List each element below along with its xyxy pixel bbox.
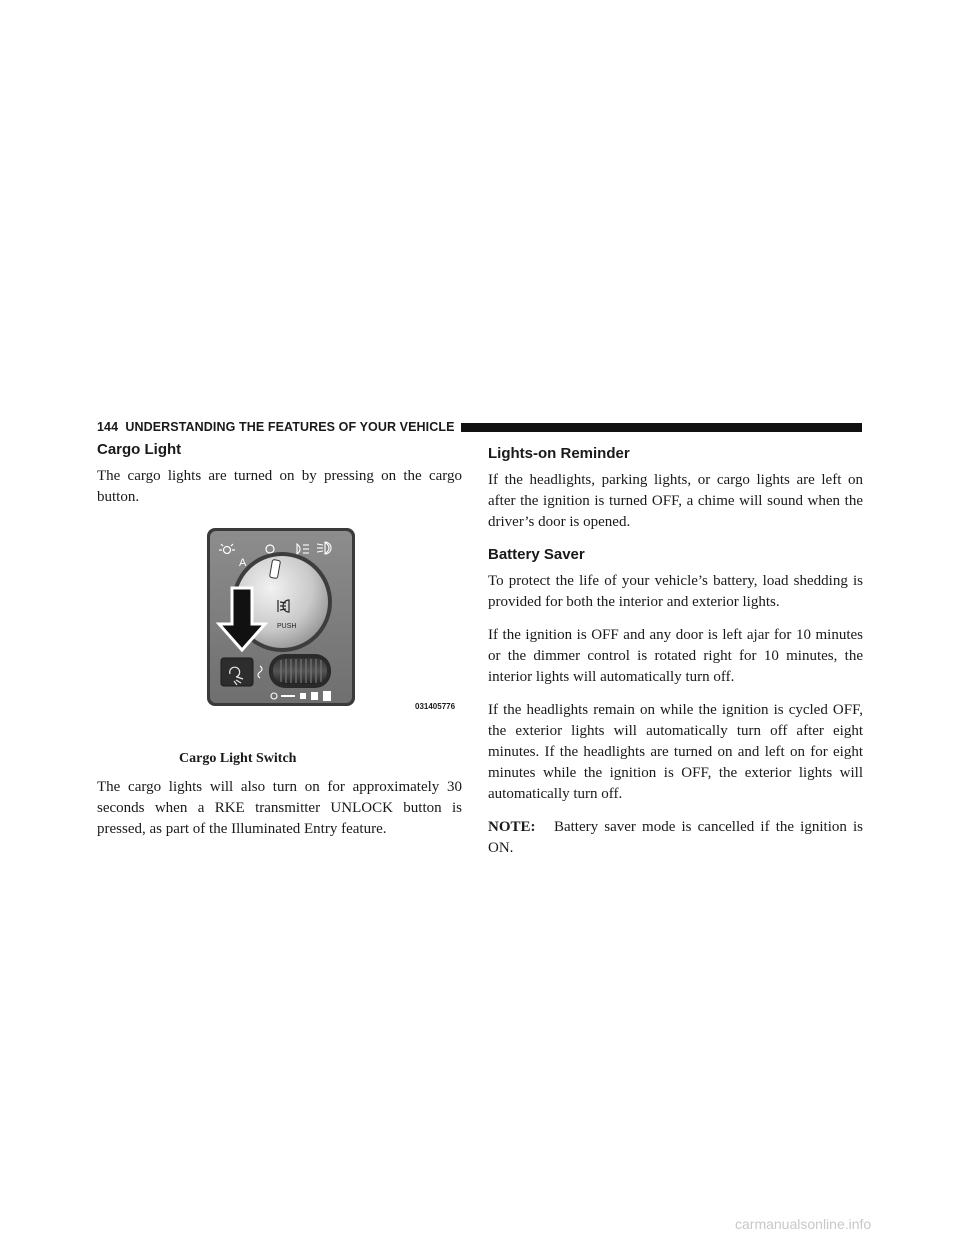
cargo-light-paragraph-2: The cargo lights will also turn on for approximately 30 seconds when a RKE transmitter UNLOCK button is pressed, as part of the Illuminated Entry feature. [97, 779, 462, 837]
push-label: PUSH [277, 623, 297, 630]
right-column [488, 440, 863, 871]
note-text: Battery saver mode is cancelled if the ignition is ON. [488, 819, 864, 856]
switch-illustration [97, 524, 462, 742]
note-paragraph [488, 817, 863, 859]
cargo-light-heading: Cargo Light [97, 441, 182, 458]
header-text [97, 420, 455, 434]
figure-code: 031405776 [415, 702, 456, 711]
cargo-light-paragraph-1: The cargo lights are turned on by pressing on the cargo button. [97, 468, 462, 505]
battery-saver-paragraph-3: If the headlights remain on while the ignition is cycled OFF, the exterior lights will automatically turn off after eight minutes. If the headlights are turned on and left on for eight minutes while the ignition is OFF, the exterior lights will automatically turn off. [488, 702, 863, 802]
figure-caption: Cargo Light Switch [179, 751, 297, 766]
cargo-light-switch-figure [97, 524, 462, 742]
battery-saver-heading: Battery Saver [488, 546, 585, 563]
lights-on-reminder-paragraph: If the headlights, parking lights, or cargo lights are left on after the ignition is turned OFF, a chime will sound when the driver’s door is opened. [488, 472, 863, 530]
left-column [97, 440, 462, 852]
battery-saver-paragraph-2: If the ignition is OFF and any door is left ajar for 10 minutes or the dimmer control is rotated right for 10 minutes, the interior lights will automatically turn off. [488, 627, 863, 685]
watermark: carmanualsonline.info [735, 1216, 872, 1232]
auto-label: A [239, 557, 247, 569]
cargo-light-button[interactable] [221, 658, 253, 686]
battery-saver-paragraph-1: To protect the life of your vehicle’s battery, load shedding is provided for both the interior and exterior lights. [488, 573, 863, 610]
page-number: 144 [97, 420, 119, 434]
note-label: NOTE: [488, 819, 536, 835]
section-title: UNDERSTANDING THE FEATURES OF YOUR VEHICLE [125, 420, 455, 434]
header-rule [461, 423, 862, 432]
lights-on-reminder-heading: Lights-on Reminder [488, 445, 630, 462]
page-header [97, 418, 862, 436]
